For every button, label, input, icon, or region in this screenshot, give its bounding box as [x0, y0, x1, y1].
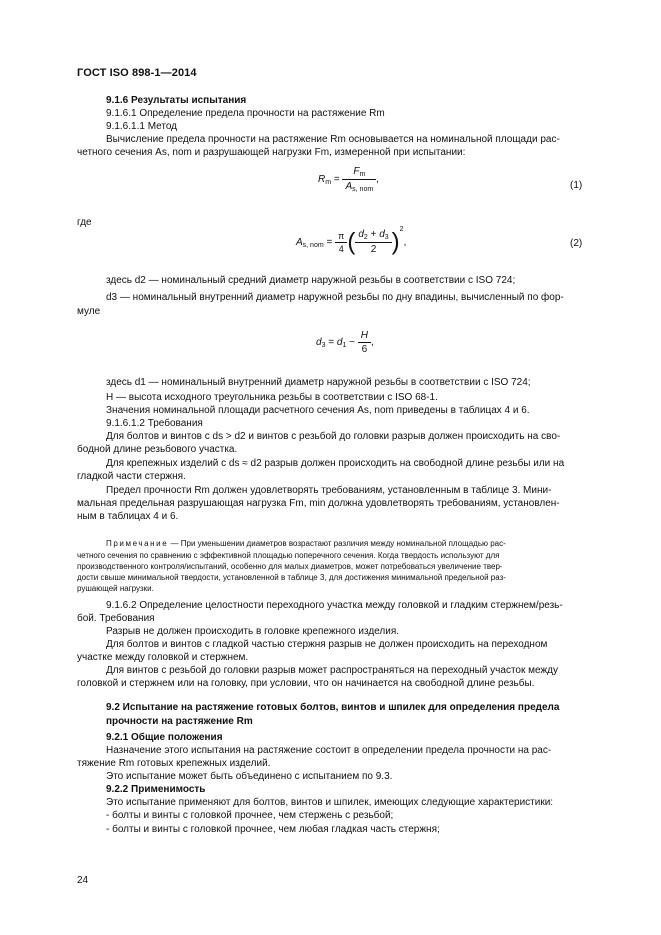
- eq2-fraction: [355, 229, 391, 255]
- text-line: бой. Требования: [77, 613, 155, 624]
- text-line: Вычисление предела прочности на растяжение Rm основывается на номинальной площади рас-: [106, 134, 560, 145]
- text-line: Значения номинальной площади расчетного сечения As, nom приведены в таблицах 4 и 6.: [106, 405, 530, 416]
- eq2-denominator: 2: [355, 242, 391, 255]
- section-heading: прочности на растяжение Rm: [106, 716, 253, 727]
- text-line: участке между головкой и стержнем.: [77, 652, 249, 663]
- text-line: d3 — номинальный внутренний диаметр наружной резьбы по дну впадины, вычисленный по фор-: [106, 292, 564, 303]
- text-line: ным в таблицах 4 и 6.: [77, 511, 179, 522]
- text-line: мальная предельная разрушающая нагрузка Fm, min должна удовлетворять требованиям, установлен-: [77, 498, 560, 509]
- note-line: четного сечения по сравнению с эффективной площадью поперечного сечения. Когда твердость используют для: [77, 551, 500, 560]
- text-line: гладкой части стержня.: [77, 471, 186, 482]
- text-line: Назначение этого испытания на растяжение состоит в определении предела прочности на рас-: [106, 745, 552, 756]
- eq2-lhs: $A_{s, nom}$ =: [296, 237, 333, 249]
- eq1-denominator: $A_{s, nom}$: [342, 179, 376, 193]
- equation-2: $A_{s, nom}$ = $\frac{\pi}{4}$ ( $\frac{d_2 + d_3}{2}$ )$^2$,: [296, 226, 407, 256]
- note-line: рушающей нагрузки.: [77, 584, 154, 593]
- section-heading: 9.2.2 Применимость: [106, 784, 206, 795]
- page-number: 24: [77, 875, 89, 886]
- text-line: здесь d1 — номинальный внутренний диаметр наружной резьбы в соответствии с ISO 724;: [106, 377, 531, 388]
- text-line: 9.1.6.1.2 Требования: [106, 418, 203, 429]
- section-heading: 9.2 Испытание на растяжение готовых болтов, винтов и шпилек для определения предела: [106, 702, 560, 713]
- note-line: — При уменьшении диаметров возрастают различия между номинальной площадью рас-: [170, 539, 506, 548]
- text-line: Это испытание применяют для болтов, винтов и шпилек, имеющих следующие характеристики:: [106, 797, 554, 808]
- text-line: где: [77, 217, 92, 228]
- note-line: дости свыше минимальной твердости, установленной в таблице 3, для достижения минимальной предельной раз-: [77, 573, 506, 582]
- equation-1: $R_m$ = $\frac{F_m}{A_{s, nom}}$ ,: [318, 166, 379, 193]
- note-line: производственного контроля/испытаний, особенно для малых диаметров, может потребоваться увеличение твер-: [77, 562, 503, 571]
- text-line: 9.1.6.2 Определение целостности переходного участка между головкой и гладким стержнем/резь-: [106, 600, 563, 611]
- note-prefix: Примечание: [106, 539, 169, 548]
- eq3-fraction: [358, 330, 371, 355]
- equation-1-number: (1): [570, 180, 583, 191]
- text-line: H — высота исходного треугольника резьбы в соответствии с ISO 68-1.: [106, 392, 438, 403]
- eq3-lhs: $d_3 = d_1$ −: [316, 337, 355, 350]
- text-line: Предел прочности Rm должен удовлетворять требованиям, установленным в таблице 3. Мини-: [106, 485, 552, 496]
- section-heading: 9.2.1 Общие положения: [106, 732, 223, 743]
- text-line: четного сечения As, nom и разрушающей нагрузки Fm, измеренной при испытании:: [77, 147, 466, 158]
- text-line: тяжение Rm готовых крепежных изделий.: [77, 758, 271, 769]
- text-line: Разрыв не должен происходить в головке крепежного изделия.: [106, 626, 400, 637]
- text-line: Для крепежных изделий с ds ≈ d2 разрыв должен происходить на свободной длине резьбы или на: [106, 458, 565, 469]
- eq2-coefficient: $\frac{\pi}{4}$: [335, 231, 347, 254]
- eq3-denominator: 6: [358, 342, 371, 355]
- eq1-numerator: $F_m$: [353, 166, 366, 178]
- text-line: головкой и стержнем или на головку, при условии, что он начинается на свободной длине резьбы.: [77, 678, 535, 689]
- text-line: 9.1.6.1 Определение предела прочности на растяжение Rm: [106, 108, 385, 119]
- text-line: - болты и винты с головкой прочнее, чем любая гладкая часть стержня;: [106, 824, 440, 835]
- eq1-lhs: $R_m$ =: [318, 174, 340, 187]
- text-line: - болты и винты с головкой прочнее, чем стержень с резьбой;: [106, 810, 394, 821]
- text-line: Для болтов и винтов с ds > d2 и винтов с резьбой до головки разрыв должен происходить на сво-: [106, 431, 561, 442]
- text-line: здесь d2 — номинальный средний диаметр наружной резьбы в соответствии с ISO 724;: [106, 275, 516, 286]
- equation-3: $d_3 = d_1$ − $\frac{H}{6}$ ,: [316, 330, 374, 355]
- text-line: муле: [77, 306, 101, 317]
- text-line: 9.1.6.1.1 Метод: [106, 121, 178, 132]
- eq1-fraction: [342, 166, 376, 193]
- eq3-numerator: H: [360, 330, 368, 341]
- text-line: Для болтов и винтов с гладкой частью стержня разрыв не должен происходить на переходном: [106, 639, 548, 650]
- eq2-power: 2: [399, 226, 404, 233]
- equation-2-number: (2): [570, 238, 583, 249]
- text-line: Это испытание может быть объединено с испытанием по 9.3.: [106, 771, 393, 782]
- document-header: ГОСТ ISO 898-1—2014: [77, 67, 197, 79]
- text-line: Для винтов с резьбой до головки разрыв может распространяться на переходный участок между: [106, 665, 558, 676]
- section-heading: 9.1.6 Результаты испытания: [106, 95, 247, 106]
- text-line: бодной длине резьбового участка.: [77, 444, 238, 455]
- eq2-numerator: $d_2 + d_3$: [358, 229, 389, 242]
